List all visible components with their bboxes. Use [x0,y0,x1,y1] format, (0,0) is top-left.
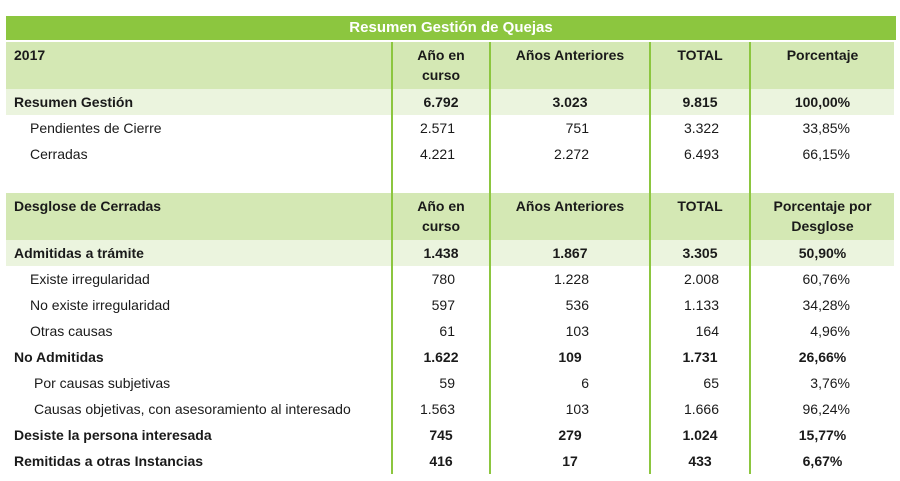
spacer-section [6,167,895,193]
complaints-summary-table [6,16,896,474]
header-percentage-breakdown: Porcentaje por Desglose [750,193,895,240]
table-row [6,141,895,167]
row-value: 1.622 [392,344,490,370]
row-value: 1.867 [490,240,650,266]
row-value: 26,66% [750,344,895,370]
row-value: 597 [392,292,490,318]
complaints-summary-table-wrapper [6,16,895,474]
table-row [6,344,895,370]
row-label: Existe irregularidad [30,271,150,287]
header-total: TOTAL [650,193,750,240]
row-value: 751 [490,115,650,141]
row-value: 1.133 [650,292,750,318]
row-value: 6.792 [392,89,490,115]
row-value: 15,77% [750,422,895,448]
row-value: 61 [392,318,490,344]
row-value: 59 [392,370,490,396]
row-value: 9.815 [650,89,750,115]
spacer-row [6,167,895,193]
row-value: 279 [490,422,650,448]
row-value: 2.272 [490,141,650,167]
row-value: 4.221 [392,141,490,167]
header-previous-years: Años Anteriores [490,42,650,89]
row-value: 100,00% [750,89,895,115]
row-value: 60,76% [750,266,895,292]
row-value: 1.024 [650,422,750,448]
row-value: 50,90% [750,240,895,266]
row-label: Pendientes de Cierre [30,120,162,136]
row-label: Desiste la persona interesada [14,427,212,443]
table-row [6,422,895,448]
row-label: Remitidas a otras Instancias [14,453,204,469]
row-label: Resumen Gestión [6,89,392,115]
row-label: Cerradas [30,146,88,162]
row-label: Por causas subjetivas [34,375,171,391]
table-row [6,115,895,141]
row-label: Otras causas [30,323,113,339]
row-value: 3,76% [750,370,895,396]
header-current-year: Año en curso [392,193,490,240]
header-percentage: Porcentaje [750,42,895,89]
row-value: 6.493 [650,141,750,167]
header-previous-years: Años Anteriores [490,193,650,240]
row-value: 34,28% [750,292,895,318]
row-value: 164 [650,318,750,344]
row-value: 66,15% [750,141,895,167]
table-row [6,370,895,396]
table-row [6,266,895,292]
row-value: 4,96% [750,318,895,344]
header-year: 2017 [6,42,392,89]
row-value: 6 [490,370,650,396]
row-value: 103 [490,318,650,344]
table-row [6,448,895,474]
table-row [6,240,895,266]
row-label: No existe irregularidad [30,297,171,313]
row-value: 33,85% [750,115,895,141]
row-value: 2.008 [650,266,750,292]
row-label: Causas objetivas, con asesoramiento al interesado [34,401,351,417]
header-current-year: Año en curso [392,42,490,89]
row-value: 1.438 [392,240,490,266]
row-value: 1.666 [650,396,750,422]
row-value: 3.023 [490,89,650,115]
summary-header-row [6,42,895,89]
row-value: 1.228 [490,266,650,292]
row-value: 416 [392,448,490,474]
breakdown-header-row [6,193,895,240]
row-value: 109 [490,344,650,370]
row-label: No Admitidas [14,349,104,365]
row-value: 17 [490,448,650,474]
table-row [6,89,895,115]
table-title: Resumen Gestión de Quejas [6,16,896,42]
row-value: 1.731 [650,344,750,370]
row-value: 96,24% [750,396,895,422]
row-value: 433 [650,448,750,474]
header-total: TOTAL [650,42,750,89]
table-row [6,318,895,344]
row-value: 65 [650,370,750,396]
table-row [6,292,895,318]
row-value: 536 [490,292,650,318]
row-value: 745 [392,422,490,448]
row-value: 6,67% [750,448,895,474]
summary-section [6,42,895,167]
header-breakdown: Desglose de Cerradas [6,193,392,240]
row-value: 3.305 [650,240,750,266]
row-value: 780 [392,266,490,292]
table-row [6,396,895,422]
row-value: 2.571 [392,115,490,141]
breakdown-section [6,193,895,474]
row-value: 103 [490,396,650,422]
row-label: Admitidas a trámite [6,240,392,266]
row-value: 3.322 [650,115,750,141]
row-value: 1.563 [392,396,490,422]
